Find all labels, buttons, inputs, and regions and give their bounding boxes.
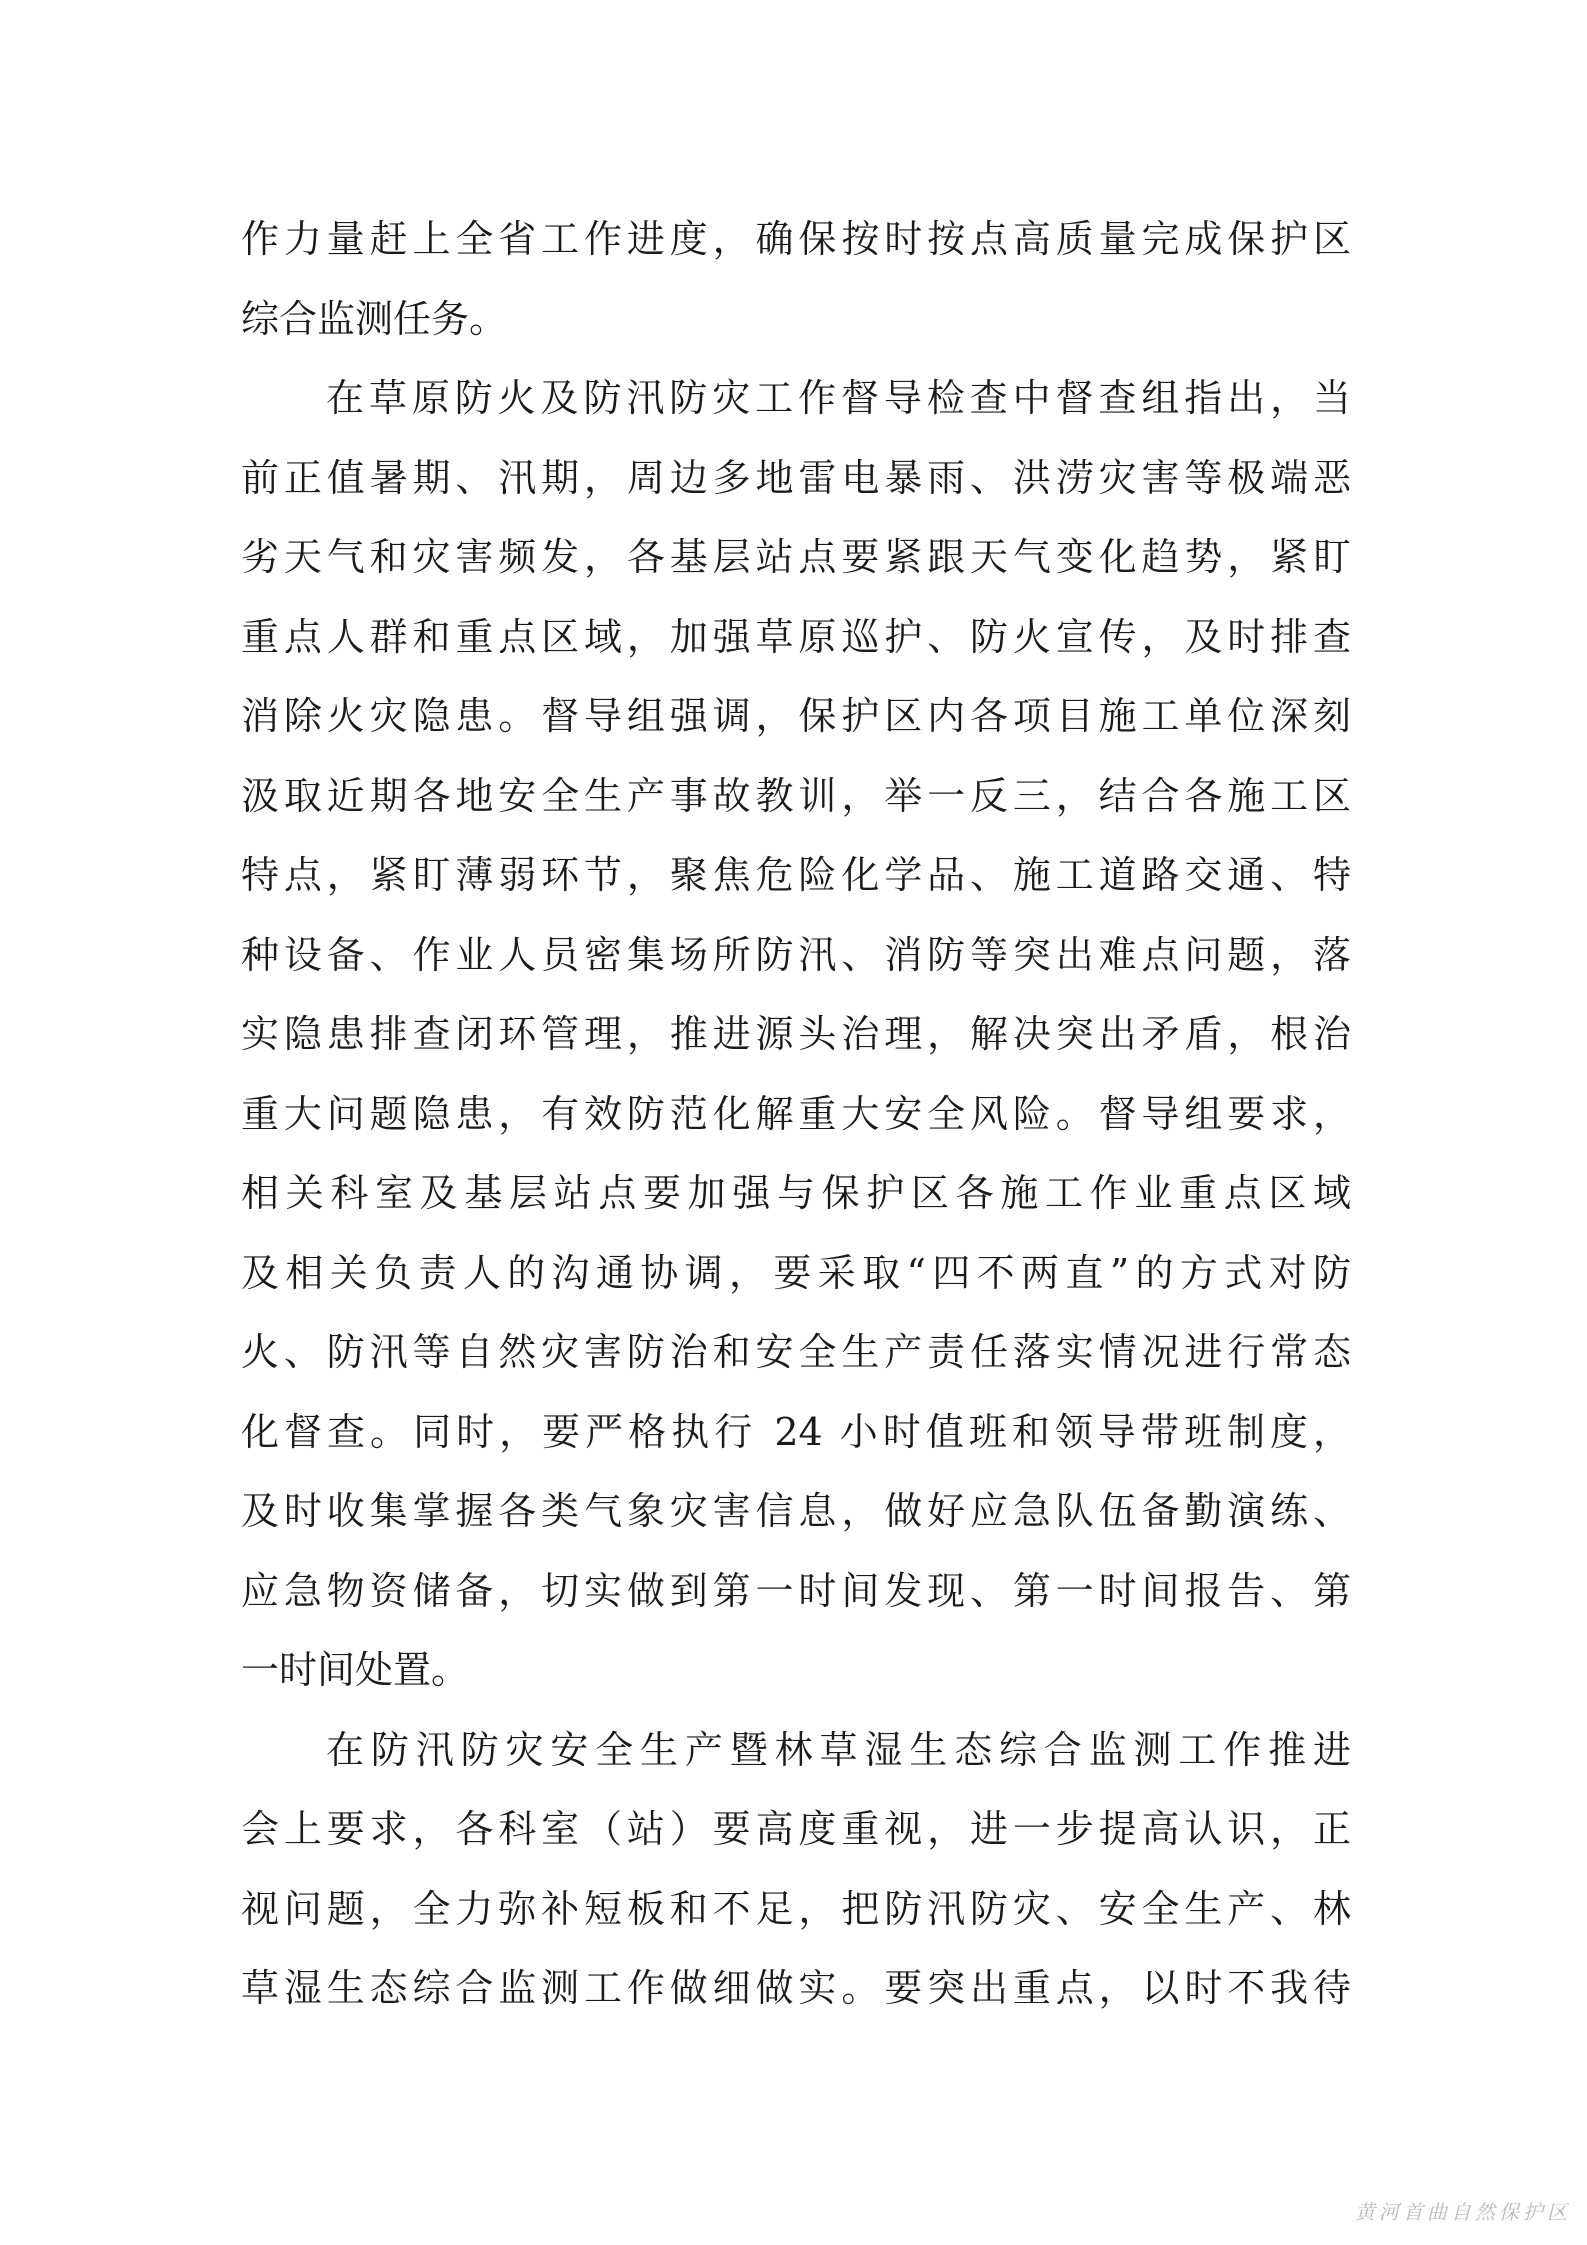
text-line: 会上要求，各科室（站）要高度重视，进一步提高认识，正 xyxy=(241,1807,1351,1851)
text-line: 及相关负责人的沟通协调，要采取“四不两直”的方式对防 xyxy=(241,1250,1351,1295)
text-line: 重点人群和重点区域，加强草原巡护、防火宣传，及时排查 xyxy=(241,614,1351,659)
text-line: 在防汛防灾安全生产暨林草湿生态综合监测工作推进 xyxy=(326,1727,1351,1772)
watermark-text: 黄河首曲自然保护区 xyxy=(1355,2200,1571,2224)
text-line: 汲取近期各地安全生产事故教训，举一反三，结合各施工区 xyxy=(241,773,1351,818)
text-line: 综合监测任务。 xyxy=(241,296,508,341)
text-line: 消除火灾隐患。督导组强调，保护区内各项目施工单位深刻 xyxy=(241,694,1351,738)
text-line: 作力量赶上全省工作进度，确保按时按点高质量完成保护区 xyxy=(241,217,1351,261)
text-line: 前正值暑期、汛期，周边多地雷电暴雨、洪涝灾害等极端恶 xyxy=(241,455,1351,500)
text-line: 火、防汛等自然灾害防治和安全生产责任落实情况进行常态 xyxy=(241,1330,1351,1374)
text-line: 在草原防火及防汛防灾工作督导检查中督查组指出，当 xyxy=(326,376,1351,420)
text-line: 一时间处置。 xyxy=(241,1648,470,1692)
text-line: 草湿生态综合监测工作做细做实。要突出重点，以时不我待 xyxy=(241,1966,1351,2010)
text-line: 化督查。同时，要严格执行 24 小时值班和领导带班制度， xyxy=(241,1409,1351,1454)
body-text xyxy=(241,200,1351,2029)
text-line: 及时收集掌握各类气象灾害信息，做好应急队伍备勤演练、 xyxy=(241,1489,1351,1533)
text-line: 重大问题隐患，有效防范化解重大安全风险。督导组要求， xyxy=(241,1091,1351,1136)
text-line: 相关科室及基层站点要加强与保护区各施工作业重点区域 xyxy=(241,1171,1351,1215)
text-line: 种设备、作业人员密集场所防汛、消防等突出难点问题，落 xyxy=(241,932,1351,977)
text-line: 视问题，全力弥补短板和不足，把防汛防灾、安全生产、林 xyxy=(241,1886,1351,1931)
text-line: 特点，紧盯薄弱环节，聚焦危险化学品、施工道路交通、特 xyxy=(241,853,1351,897)
text-line: 应急物资储备，切实做到第一时间发现、第一时间报告、第 xyxy=(241,1568,1351,1613)
text-line: 劣天气和灾害频发，各基层站点要紧跟天气变化趋势，紧盯 xyxy=(241,535,1351,579)
text-line: 实隐患排查闭环管理，推进源头治理，解决突出矛盾，根治 xyxy=(241,1012,1351,1056)
